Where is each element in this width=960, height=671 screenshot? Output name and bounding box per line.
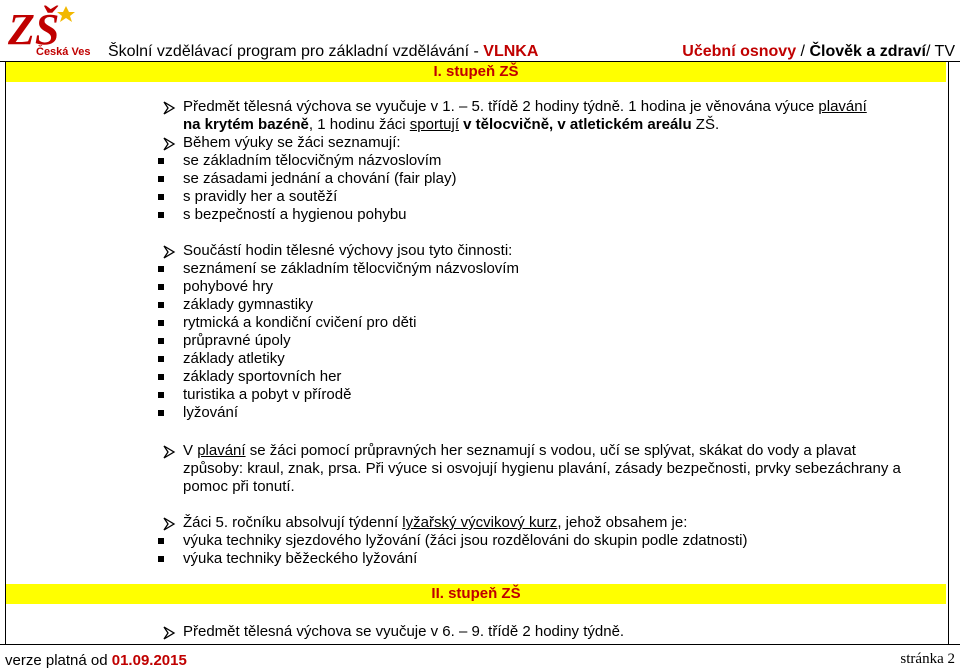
- ski-course-text: lyžařský výcvikový kurz: [402, 514, 558, 531]
- square-bullet-icon: [158, 212, 164, 218]
- list1-item: se zásadami jednání a chování (fair play): [183, 170, 457, 187]
- stage1-label: I. stupeň ZŠ: [433, 63, 519, 80]
- intro-sports-text: sportují: [409, 116, 459, 133]
- list2-item: seznámení se základním tělocvičným názvoslovím: [183, 260, 519, 277]
- footer-version-label: verze platná od: [5, 652, 112, 669]
- list2-item: základy sportovních her: [183, 368, 342, 385]
- arrow-bullet-icon: [162, 517, 176, 531]
- arrow-bullet-icon: [162, 137, 176, 151]
- list1-heading: Během výuky se žáci seznamují:: [183, 134, 401, 151]
- square-bullet-icon: [158, 410, 164, 416]
- square-bullet-icon: [158, 194, 164, 200]
- ski-item: výuka techniky běžeckého lyžování: [183, 550, 418, 567]
- footer-version: [5, 652, 187, 669]
- list2-item: základy atletiky: [183, 350, 285, 367]
- footer-version-date: 01.09.2015: [111, 652, 187, 669]
- square-bullet-icon: [158, 158, 164, 164]
- intro-text-3: ZŠ.: [691, 116, 720, 133]
- header-section-part2: Člověk a zdraví: [809, 43, 926, 60]
- arrow-bullet-icon: [162, 445, 176, 459]
- svg-text:Česká Ves: Česká Ves: [36, 46, 91, 58]
- square-bullet-icon: [158, 556, 164, 562]
- list1-item: s bezpečností a hygienou pohybu: [183, 206, 407, 223]
- intro-line-2: [183, 116, 719, 134]
- stage2-label: II. stupeň ZŠ: [431, 585, 521, 602]
- list2-item: lyžování: [183, 404, 239, 421]
- intro-swimming-link: plavání: [818, 98, 867, 115]
- arrow-bullet-icon: [162, 101, 176, 115]
- swim-line-1: [183, 442, 945, 460]
- list2-item: turistika a pobyt v přírodě: [183, 386, 352, 403]
- square-bullet-icon: [158, 356, 164, 362]
- square-bullet-icon: [158, 266, 164, 272]
- ski-heading: [183, 514, 687, 532]
- list2-item: základy gymnastiky: [183, 296, 314, 313]
- arrow-bullet-icon: [162, 626, 176, 640]
- square-bullet-icon: [158, 338, 164, 344]
- footer-rule: [0, 644, 960, 645]
- svg-text:ZŠ: ZŠ: [8, 5, 60, 54]
- swim-text-2: se žáci pomocí průpravných her seznamují s vodou, učí se splývat, skákat do vody a plavat: [245, 442, 856, 459]
- list1-item: se základním tělocvičným názvoslovím: [183, 152, 442, 169]
- square-bullet-icon: [158, 538, 164, 544]
- school-logo: [6, 2, 98, 58]
- stage1-heading: [6, 62, 946, 82]
- square-bullet-icon: [158, 374, 164, 380]
- square-bullet-icon: [158, 176, 164, 182]
- swim-line-3: pomoc při tonutí.: [183, 478, 295, 495]
- header-section: [682, 43, 955, 61]
- content-frame: [5, 61, 949, 644]
- intro-text-2: , 1 hodinu žáci: [308, 116, 410, 133]
- intro-pool-text: na krytém bazéně: [183, 116, 309, 133]
- list1-item: s pravidly her a soutěží: [183, 188, 338, 205]
- header-section-separator: /: [796, 43, 810, 60]
- square-bullet-icon: [158, 320, 164, 326]
- arrow-bullet-icon: [162, 245, 176, 259]
- square-bullet-icon: [158, 392, 164, 398]
- ski-text-1: Žáci 5. ročníku absolvují týdenní: [183, 514, 403, 531]
- swim-swimming-text: plavání: [197, 442, 246, 459]
- square-bullet-icon: [158, 284, 164, 290]
- intro-gym-text: v tělocvičně, v atletickém areálu: [459, 116, 692, 133]
- header-title-highlight: VLNKA: [483, 43, 539, 60]
- list2-item: rytmická a kondiční cvičení pro děti: [183, 314, 417, 331]
- list2-item: pohybové hry: [183, 278, 274, 295]
- list2-item: průpravné úpoly: [183, 332, 291, 349]
- stage2-text: Předmět tělesná výchova se vyučuje v 6. – 9. třídě 2 hodiny týdně.: [183, 623, 625, 640]
- stage2-heading: [6, 584, 946, 604]
- intro-line-1: [183, 98, 945, 116]
- ski-text-2: , jehož obsahem je:: [557, 514, 688, 531]
- intro-text-1: Předmět tělesná výchova se vyučuje v 1. – 5. třídě 2 hodiny týdně. 1 hodina je věnována výuce: [183, 98, 819, 115]
- header-section-part3: / TV: [925, 43, 955, 60]
- list2-heading: Součástí hodin tělesné výchovy jsou tyto činnosti:: [183, 242, 513, 259]
- footer-page-number: stránka 2: [900, 651, 955, 667]
- header-section-part1: Učební osnovy: [682, 43, 797, 60]
- ski-item: výuka techniky sjezdového lyžování (žáci jsou rozdělováni do skupin podle zdatnosti): [183, 532, 748, 549]
- header-title-prefix: Školní vzdělávací program pro základní vzdělávání -: [108, 43, 484, 60]
- swim-line-2: způsoby: kraul, znak, prsa. Při výuce si osvojují hygienu plavání, zásady bezpečnosti, prvky sebezáchrany a: [183, 460, 901, 477]
- swim-text-1: V: [183, 442, 198, 459]
- square-bullet-icon: [158, 302, 164, 308]
- header-title: [108, 43, 538, 61]
